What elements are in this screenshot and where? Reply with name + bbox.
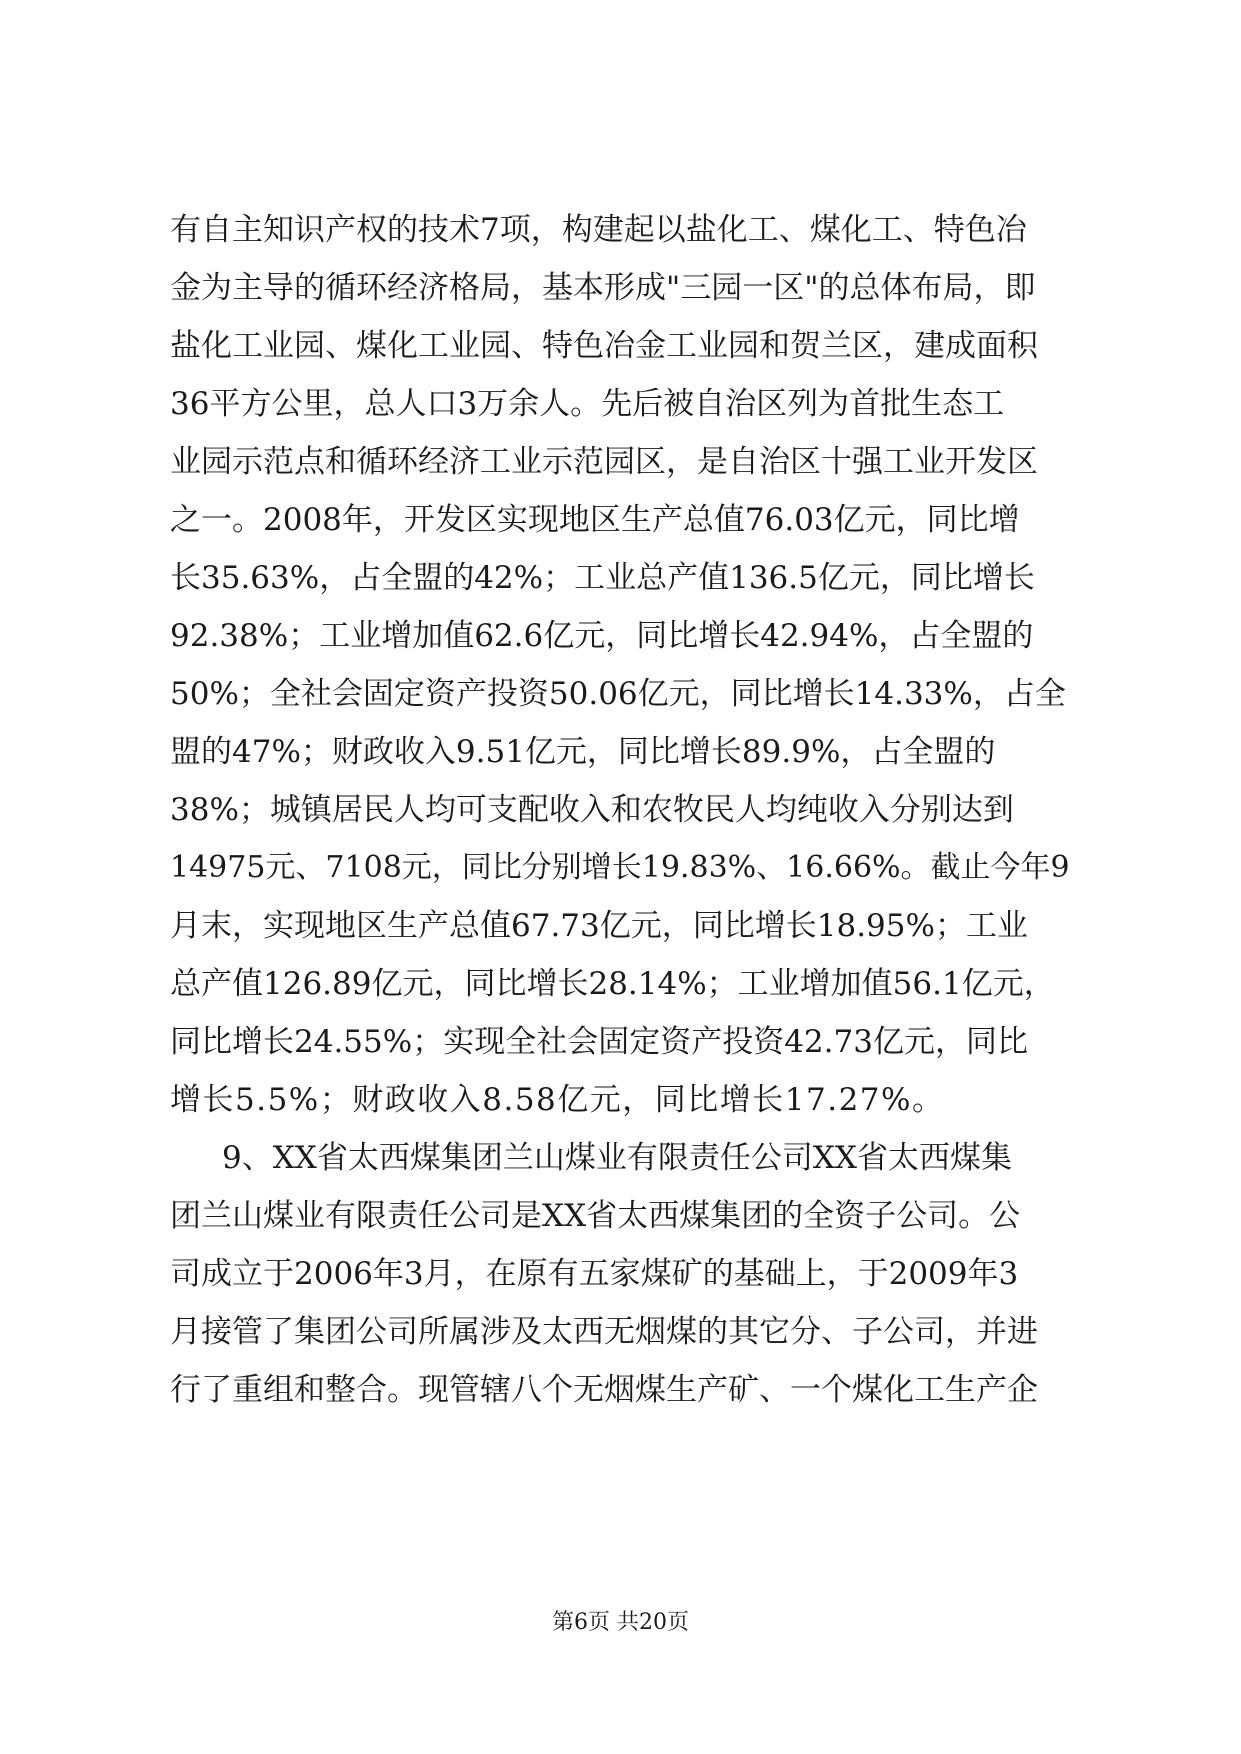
body-text-line: 团兰山煤业有限责任公司是XX省太西煤集团的全资子公司。公: [170, 1198, 1021, 1234]
body-text-line: 之一。2008年，开发区实现地区生产总值76.03亿元，同比增: [170, 502, 1020, 538]
body-text-line: 月接管了集团公司所属涉及太西无烟煤的其它分、子公司，并进: [170, 1314, 1038, 1350]
body-text-line: 司成立于2006年3月，在原有五家煤矿的基础上，于2009年3: [170, 1256, 1019, 1292]
body-text-line: 50%；全社会固定资产投资50.06亿元，同比增长14.33%，占全: [170, 676, 1066, 712]
body-text-line: 行了重组和整合。现管辖八个无烟煤生产矿、一个煤化工生产企: [170, 1372, 1038, 1408]
page-number-footer: 第6页 共20页: [552, 1610, 689, 1635]
body-text-line: 同比增长24.55%；实现全社会固定资产投资42.73亿元，同比: [170, 1024, 1028, 1060]
body-text-line: 14975元、7108元，同比分别增长19.83%、16.66%。截止今年9: [170, 850, 1070, 885]
body-text-line: 业园示范点和循环经济工业示范园区，是自治区十强工业开发区: [170, 444, 1038, 480]
body-text-line: 增长5.5%；财政收入8.58亿元，同比增长17.27%。: [170, 1082, 945, 1118]
paragraph-start-line: 9、XX省太西煤集团兰山煤业有限责任公司XX省太西煤集: [222, 1140, 1012, 1176]
body-text-line: 总产值126.89亿元，同比增长28.14%；工业增加值56.1亿元，: [170, 966, 1055, 1002]
body-text-line: 长35.63%，占全盟的42%；工业总产值136.5亿元，同比增长: [170, 560, 1035, 596]
body-text-line: 36平方公里，总人口3万余人。先后被自治区列为首批生态工: [170, 386, 1005, 422]
body-text-line: 有自主知识产权的技术7项，构建起以盐化工、煤化工、特色冶: [170, 212, 1027, 248]
body-text-line: 盐化工业园、煤化工业园、特色冶金工业园和贺兰区，建成面积: [170, 328, 1038, 364]
body-text-line: 金为主导的循环经济格局，基本形成"三园一区"的总体布局，即: [170, 270, 1036, 306]
body-text-line: 92.38%；工业增加值62.6亿元，同比增长42.94%，占全盟的: [170, 618, 1034, 654]
body-text-line: 盟的47%；财政收入9.51亿元，同比增长89.9%，占全盟的: [170, 734, 996, 770]
body-text-line: 月末，实现地区生产总值67.73亿元，同比增长18.95%；工业: [170, 908, 1028, 944]
body-text-line: 38%；城镇居民人均可支配收入和农牧民人均纯收入分别达到: [170, 792, 1014, 828]
